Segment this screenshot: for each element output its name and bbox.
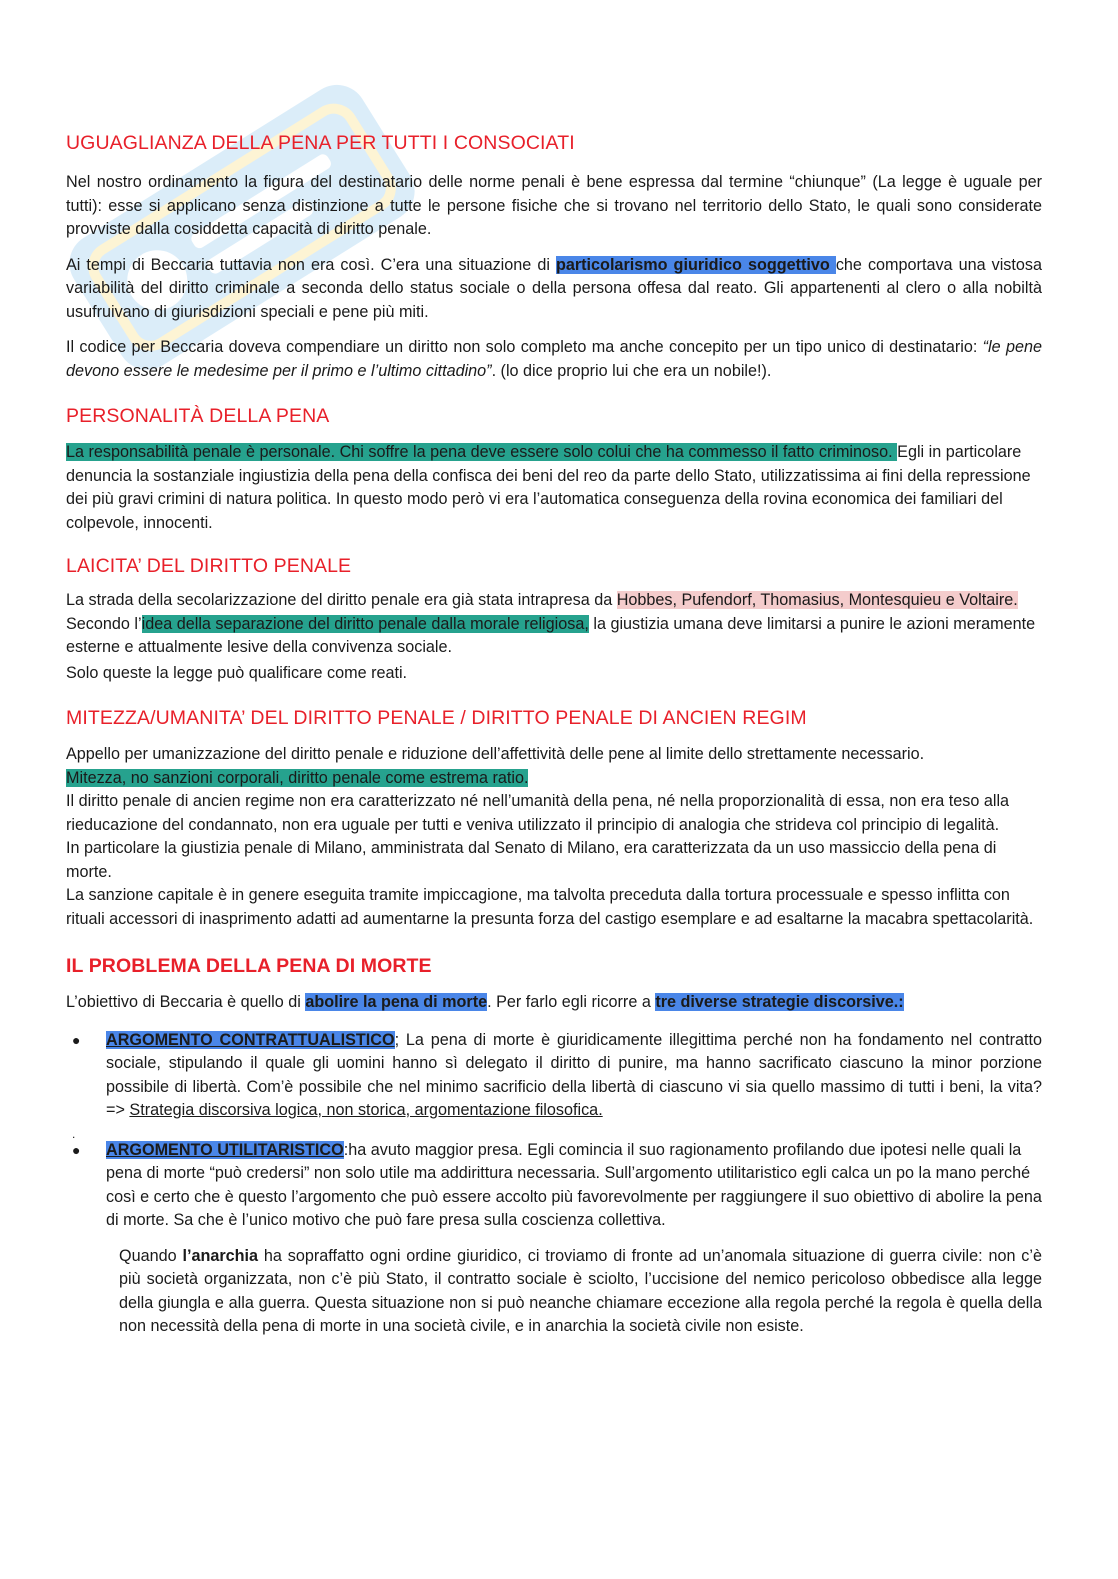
- document-body: [66, 130, 1042, 1339]
- arguments-list: [66, 1029, 1042, 1123]
- highlight-separazione: idea della separazione del diritto penale dalla morale religiosa,: [141, 614, 589, 633]
- highlight-utilitaristico: ARGOMENTO UTILITARISTICO: [106, 1140, 344, 1159]
- list-item: ● ARGOMENTO UTILITARISTICO:ha avuto maggior presa. Egli comincia il suo ragionamento profilando due ipotesi nelle quali la pena di morte “può credersi” non solo utile ma addirittura necessaria. Sull’argomento utilitaristico egli calca un po la mano perché così e certo che è questo l’argomento che può essere accolto più favorevolmente per raggiungere il suo obiettivo di abolire la pena di morte. Sa che è l’unico motivo che può fare presa sulla coscienza collettiva.: [72, 1140, 1042, 1229]
- heading-mitezza: MITEZZA/UMANITA’ DEL DIRITTO PENALE / DIRITTO PENALE DI ANCIEN REGIM: [66, 707, 807, 729]
- highlight-responsabilita: La responsabilità penale è personale. Chi soffre la pena deve essere solo colui che ha commesso il fatto criminoso.: [66, 443, 898, 461]
- paragraph: La sanzione capitale è in genere eseguita tramite impiccagione, ma talvolta preceduta dalla tortura processuale e spesso inflitta con rituali accessori di inasprimento adatti ad aumentarne la presunta forza del castigo esemplare e ad esaltarne la macabra spettacolarità.: [66, 886, 1034, 928]
- highlight-mitezza: Mitezza, no sanzioni corporali, diritto penale come estrema ratio.: [66, 768, 529, 787]
- paragraph: Solo queste la legge può qualificare come reati.: [66, 663, 408, 682]
- stray-dot: .: [72, 1126, 76, 1141]
- paragraph: L’obiettivo di Beccaria è quello di abolire la pena di morte. Per farlo egli ricorre a tre diverse strategie discorsive.:: [66, 993, 904, 1011]
- heading-laicita: LAICITA’ DEL DIRITTO PENALE: [66, 555, 352, 577]
- paragraph-anarchia: Quando l’anarchia ha sopraffatto ogni ordine giuridico, ci troviamo di fronte ad un’anomala situazione di guerra civile: non c’è più società organizzata, non c’è più Stato, il contratto sociale è sciolto, l’uccisione del nemico pericoloso obbedisce alla legge della giungla e alla guerra. Questa situazione non si può neanche chiamare eccezione alla regola perché la regola è quella della non necessità della pena di morte in una società civile, e in anarchia la società civile non esiste.: [119, 1246, 1042, 1335]
- paragraph: Appello per umanizzazione del diritto penale e riduzione dell’affettività delle pene al limite dello strettamente necessario.: [66, 745, 925, 763]
- paragraph: La strada della secolarizzazione del diritto penale era già stata intrapresa da Hobbes, Pufendorf, Thomasius, Montesquieu e Voltaire. Secondo l’idea della separazione del diritto penale dalla morale religiosa, la giustizia umana deve limitarsi a punire le azioni meramente esterne e attualmente lesive della convivenza sociale.: [66, 591, 1036, 656]
- highlight-philosophers: Hobbes, Pufendorf, Thomasius, Montesquieu e Voltaire.: [616, 591, 1018, 609]
- highlight-strategie: tre diverse strategie discorsive.:: [655, 993, 904, 1011]
- paragraph: La responsabilità penale è personale. Chi soffre la pena deve essere solo colui che ha commesso il fatto criminoso. Egli in particolare denuncia la sostanziale ingiustizia della pena della confisca dei beni del reo da parte dello Stato, utilizzatissima ai fini della repressione dei più gravi crimini di natura politica. In questo modo però vi era l’automatica conseguenza della rovina economica dei familiari del colpevole, innocenti.: [66, 443, 1031, 532]
- arguments-list: [66, 1139, 1042, 1233]
- paragraph: Il diritto penale di ancien regime non era caratterizzato né nell’umanità della pena, né nella proporzionalità di essa, non era teso alla rieducazione del condannato, non era uguale per tutti e veniva utilizzato il principio di analogia che strideva col principio di legalità.: [66, 792, 1010, 834]
- highlight-contrattualistico: ARGOMENTO CONTRATTUALISTICO: [106, 1030, 395, 1049]
- list-item: ● ARGOMENTO CONTRATTUALISTICO; La pena di morte è giuridicamente illegittima perché non ha fondamento nel contratto sociale, stipulando il quale gli uomini hanno sì delegato il diritto di punire, ma hanno sacrificato ciascuno la minor porzione possibile di libertà. Com’è possibile che nel minimo sacrificio della libertà di ciascuno vi sia quello massimo di tutti i beni, la vita? => Strategia discorsiva logica, non storica, argomentazione filosofica.: [72, 1030, 1042, 1119]
- paragraph: Nel nostro ordinamento la figura del destinatario delle norme penali è bene espressa dal termine “chiunque” (La legge è uguale per tutti): esse si applicano senza distinzione a tutte le persone fisiche che si trovano nel territorio dello Stato, le quali sono considerate provviste dalla cosiddetta capacità di diritto penale.: [66, 173, 1042, 238]
- paragraph: [66, 767, 1042, 791]
- highlight-abolire: abolire la pena di morte: [305, 993, 488, 1011]
- bullet-icon: ●: [72, 1031, 81, 1048]
- heading-pena-di-morte: IL PROBLEMA DELLA PENA DI MORTE: [66, 955, 432, 977]
- heading-personalita: PERSONALITÀ DELLA PENA: [66, 405, 330, 427]
- paragraph: Il codice per Beccaria doveva compendiare un diritto non solo completo ma anche concepito per un tipo unico di destinatario: “le pene devono essere le medesime per il primo e l’ultimo cittadino”. (lo dice proprio lui che era un nobile!).: [66, 338, 1042, 380]
- paragraph: In particolare la giustizia penale di Milano, amministrata dal Senato di Milano, era caratterizzata da un uso massiccio della pena di morte.: [66, 839, 997, 881]
- paragraph: Ai tempi di Beccaria tuttavia non era così. C’era una situazione di particolarismo giuridico soggettivo che comportava una vistosa variabilità del diritto criminale a seconda dello status sociale o della persona offesa dal reato. Gli appartenenti al clero o alla nobiltà usufruivano di giurisdizioni speciali e pene più miti.: [66, 255, 1042, 321]
- heading-uguaglianza: UGUAGLIANZA DELLA PENA PER TUTTI I CONSOCIATI: [66, 132, 575, 154]
- bullet-icon: ●: [72, 1141, 81, 1158]
- highlight-particolarismo: particolarismo giuridico soggettivo: [555, 255, 836, 274]
